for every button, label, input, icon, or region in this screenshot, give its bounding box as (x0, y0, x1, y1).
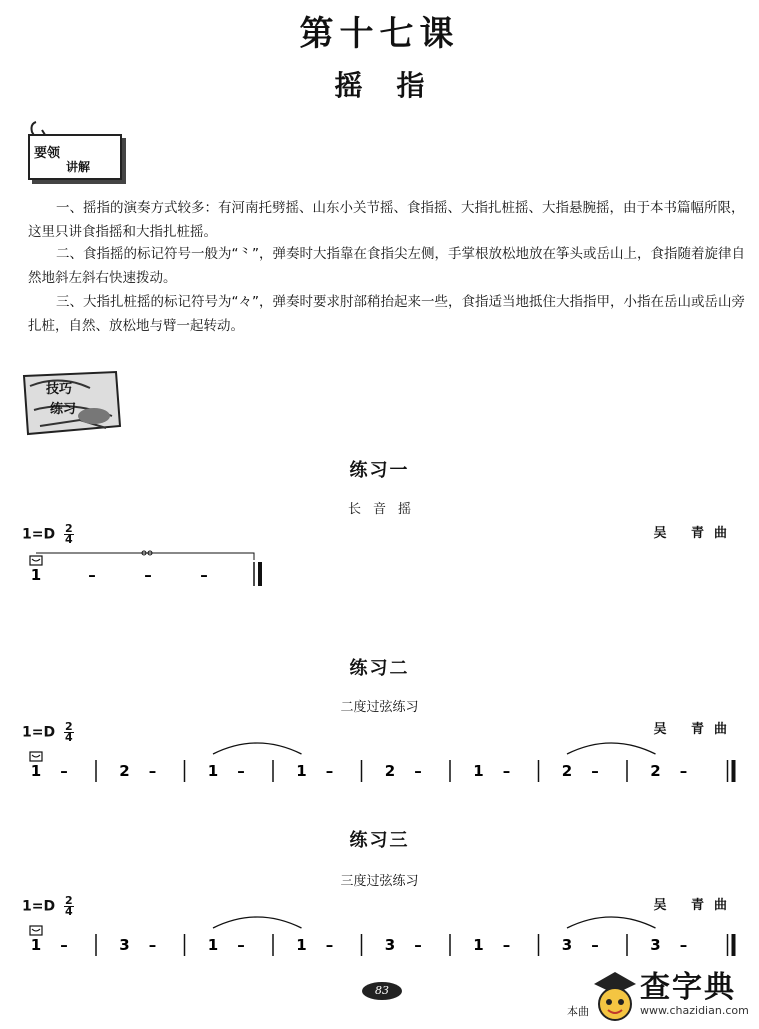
dash-mark: – (60, 936, 68, 954)
paragraph-3: 三、大指扎桩摇的标记符号为“々”，弹奏时要求肘部稍抬起来一些，食指适当地抵住大指指甲，小指在岳山或岳山旁扎桩，自然、放松地与臂一起转动。 (28, 294, 745, 334)
exercise-3-title: 练习三 (349, 830, 410, 851)
paragraph-2: 二、食指摇的标记符号一般为“⺀”，弹奏时大指靠在食指尖左侧，手掌根放松地放在筝头或岳山上，食指随着旋律自然地斜左斜右快速拨动。 (28, 246, 745, 286)
practice-badge-line1: 技巧 (46, 382, 73, 397)
dash-mark: – (679, 762, 688, 780)
roll-symbol-mark (32, 929, 40, 931)
logo-text: 查字典 (640, 970, 736, 1005)
note: 1 (296, 936, 307, 954)
note: 3 (561, 936, 573, 954)
roll-symbol-mark (32, 559, 40, 561)
dash-mark: – (144, 566, 152, 584)
time-signature: $\frac{2}{4}$ (64, 894, 73, 918)
dash-mark: – (502, 762, 511, 780)
time-signature: $\frac{2}{4}$ (64, 720, 73, 744)
page-number: 83 (362, 982, 402, 1000)
dash-mark: – (679, 936, 688, 954)
note: 1 (207, 762, 219, 780)
key-signature: 1=D (22, 898, 56, 915)
slur (213, 917, 302, 928)
dash-mark: – (237, 936, 245, 954)
dash-mark: – (88, 566, 96, 584)
note: 1 (30, 762, 42, 780)
dash-mark: – (414, 936, 422, 954)
time-signature: $\frac{2}{4}$ (64, 522, 73, 546)
mascot-icon (590, 966, 640, 1026)
exercise-1-title: 练习一 (349, 460, 410, 481)
note: 1 (207, 936, 219, 954)
dash-mark: – (502, 936, 511, 954)
dash-mark: – (237, 762, 245, 780)
note: 2 (561, 762, 573, 780)
key-signature: 1=D (22, 526, 56, 543)
slur (567, 917, 656, 928)
exercise-3-composer: 吴 青曲 (653, 898, 737, 913)
key-signature: 1=D (22, 724, 56, 741)
explain-badge-line2: 讲解 (66, 160, 91, 174)
note: 3 (384, 936, 396, 954)
dash-mark: – (200, 566, 208, 584)
dash-mark: – (414, 762, 422, 780)
note: 1 (30, 936, 42, 954)
exercise-2-title: 练习二 (349, 658, 410, 679)
note: 1 (296, 762, 307, 780)
exercise-2-subtitle: 二度过弦练习 (340, 700, 419, 715)
exercise-1-subtitle: 长音摇 (347, 502, 423, 517)
note: 3 (650, 936, 661, 954)
note: 2 (650, 762, 661, 780)
explain-badge-line1: 要领 (34, 146, 61, 161)
dash-mark: – (325, 762, 334, 780)
tie-line (36, 553, 254, 560)
topic-title: 摇指 (334, 69, 459, 102)
dash-mark: – (148, 762, 157, 780)
note: 1 (473, 762, 484, 780)
exercise-1-composer: 吴 青曲 (653, 526, 737, 541)
note: 2 (119, 762, 130, 780)
paragraph-1: 一、摇指的演奏方式较多：有河南托劈摇、山东小关节摇、食指摇、大指扎桩摇、大指悬腕摇，由于本书篇幅所限，这里只讲食指摇和大指扎桩摇。 (28, 200, 745, 240)
footer-text: 本曲 (567, 1005, 589, 1018)
dash-mark: – (148, 936, 157, 954)
slur (213, 743, 302, 754)
dash-mark: – (591, 936, 599, 954)
roll-symbol-mark (32, 755, 40, 757)
site-logo (590, 962, 754, 1026)
slur (567, 743, 656, 754)
logo-url: www.chazidian.com (640, 1004, 749, 1017)
lesson-title: 第十七课 (299, 14, 460, 54)
exercise-2-composer: 吴 青曲 (653, 722, 737, 737)
note: 1 (30, 566, 42, 584)
dash-mark: – (60, 762, 68, 780)
dash-mark: – (325, 936, 334, 954)
note: 1 (473, 936, 484, 954)
practice-badge-line2: 练习 (50, 402, 77, 417)
exercise-3-subtitle: 三度过弦练习 (340, 874, 419, 889)
note: 2 (384, 762, 396, 780)
dash-mark: – (591, 762, 599, 780)
note: 3 (119, 936, 130, 954)
